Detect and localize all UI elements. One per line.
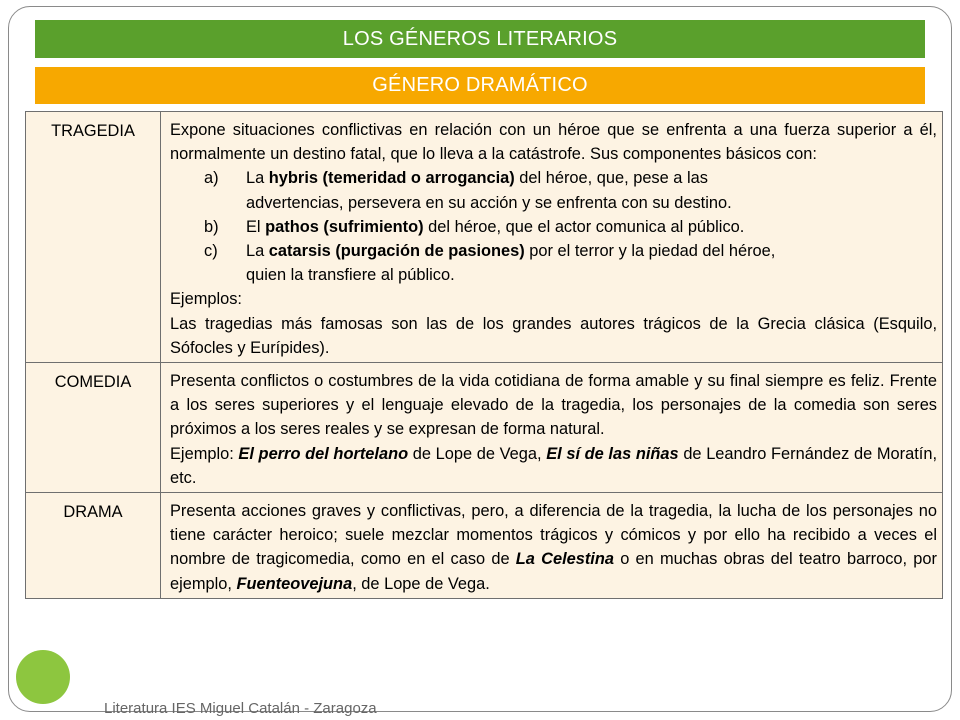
list-marker: b) xyxy=(204,217,219,236)
key-term: catarsis (purgación de pasiones) xyxy=(268,242,525,261)
table-row-tragedia xyxy=(26,112,943,363)
genre-label-drama: DRAMA xyxy=(26,493,161,599)
drama-text-part: , de Lope de Vega. xyxy=(352,574,490,593)
key-term: hybris (temeridad o arrogancia) xyxy=(268,169,515,188)
list-item xyxy=(170,215,937,239)
genre-description-comedia xyxy=(161,363,943,493)
example-text: de Leandro Fernández de Moratín, etc. xyxy=(170,444,938,487)
item-text: La xyxy=(246,242,269,261)
genre-description-drama xyxy=(161,493,943,599)
page-title: LOS GÉNEROS LITERARIOS xyxy=(342,27,618,50)
list-marker: c) xyxy=(204,242,218,261)
drama-text-part: o en muchas obras del teatro barroco, por ejemplo, xyxy=(170,550,937,593)
key-term: pathos (sufrimiento) xyxy=(265,217,424,236)
work-title: Fuenteovejuna xyxy=(236,574,353,593)
footer-text: Literatura IES Miguel Catalán - Zaragoza xyxy=(104,700,377,717)
page-subtitle: GÉNERO DRAMÁTICO xyxy=(372,74,588,96)
title-bar xyxy=(35,20,925,58)
genre-label-tragedia: TRAGEDIA xyxy=(26,112,161,363)
tragedia-intro: Expone situaciones conflictivas en relación con un héroe que se enfrenta a una fuerza superior a él, normalmente un destino fatal, que lo lleva a la catástrofe. Sus componentes básicos con: xyxy=(170,121,937,164)
genre-label-comedia: COMEDIA xyxy=(26,363,161,493)
subtitle-bar xyxy=(35,67,925,104)
item-text: por el terror y la piedad del héroe, xyxy=(524,242,776,261)
decorative-circle xyxy=(16,650,70,704)
example-text: de Lope de Vega, xyxy=(408,444,547,463)
item-text: El xyxy=(246,217,266,236)
drama-text-part: Presenta acciones graves y conflictivas, pero, a diferencia de la tragedia, la lucha de los personajes no tiene carácter heroico; suele mezclar momentos trágicos y cómicos y por ello ha recibido a veces el nombre de tragicomedia, como en el caso de xyxy=(170,502,937,569)
item-text: del héroe, que, pese a las xyxy=(514,169,708,188)
examples-text: Las tragedias más famosas son las de los grandes autores trágicos de la Grecia clásica (Esquilo, Sófocles y Eurípides). xyxy=(170,314,937,357)
item-text: del héroe, que el actor comunica al público. xyxy=(423,217,745,236)
work-title: El perro del hortelano xyxy=(238,444,409,463)
list-item-continuation: quien la transfiere al público. xyxy=(246,266,455,285)
comedia-example xyxy=(170,442,937,490)
work-title: La Celestina xyxy=(515,550,614,569)
list-item xyxy=(170,239,937,263)
list-item xyxy=(170,166,937,190)
work-title: El sí de las niñas xyxy=(546,444,679,463)
genres-table xyxy=(25,111,943,599)
item-text: La xyxy=(246,169,269,188)
comedia-text: Presenta conflictos o costumbres de la vida cotidiana de forma amable y su final siempre es feliz. Frente a los seres superiores y el lenguaje elevado de la tragedia, los personajes de la comedia son seres próximos a los seres reales y se expresan de forma natural. xyxy=(170,372,937,439)
examples-label: Ejemplos: xyxy=(170,290,242,309)
table-row-comedia xyxy=(26,363,943,493)
example-prefix: Ejemplo: xyxy=(170,444,239,463)
genre-description-tragedia xyxy=(161,112,943,363)
table-row-drama xyxy=(26,493,943,599)
list-marker: a) xyxy=(204,169,219,188)
list-item-continuation: advertencias, persevera en su acción y se enfrenta con su destino. xyxy=(246,193,732,212)
drama-text xyxy=(170,499,937,596)
